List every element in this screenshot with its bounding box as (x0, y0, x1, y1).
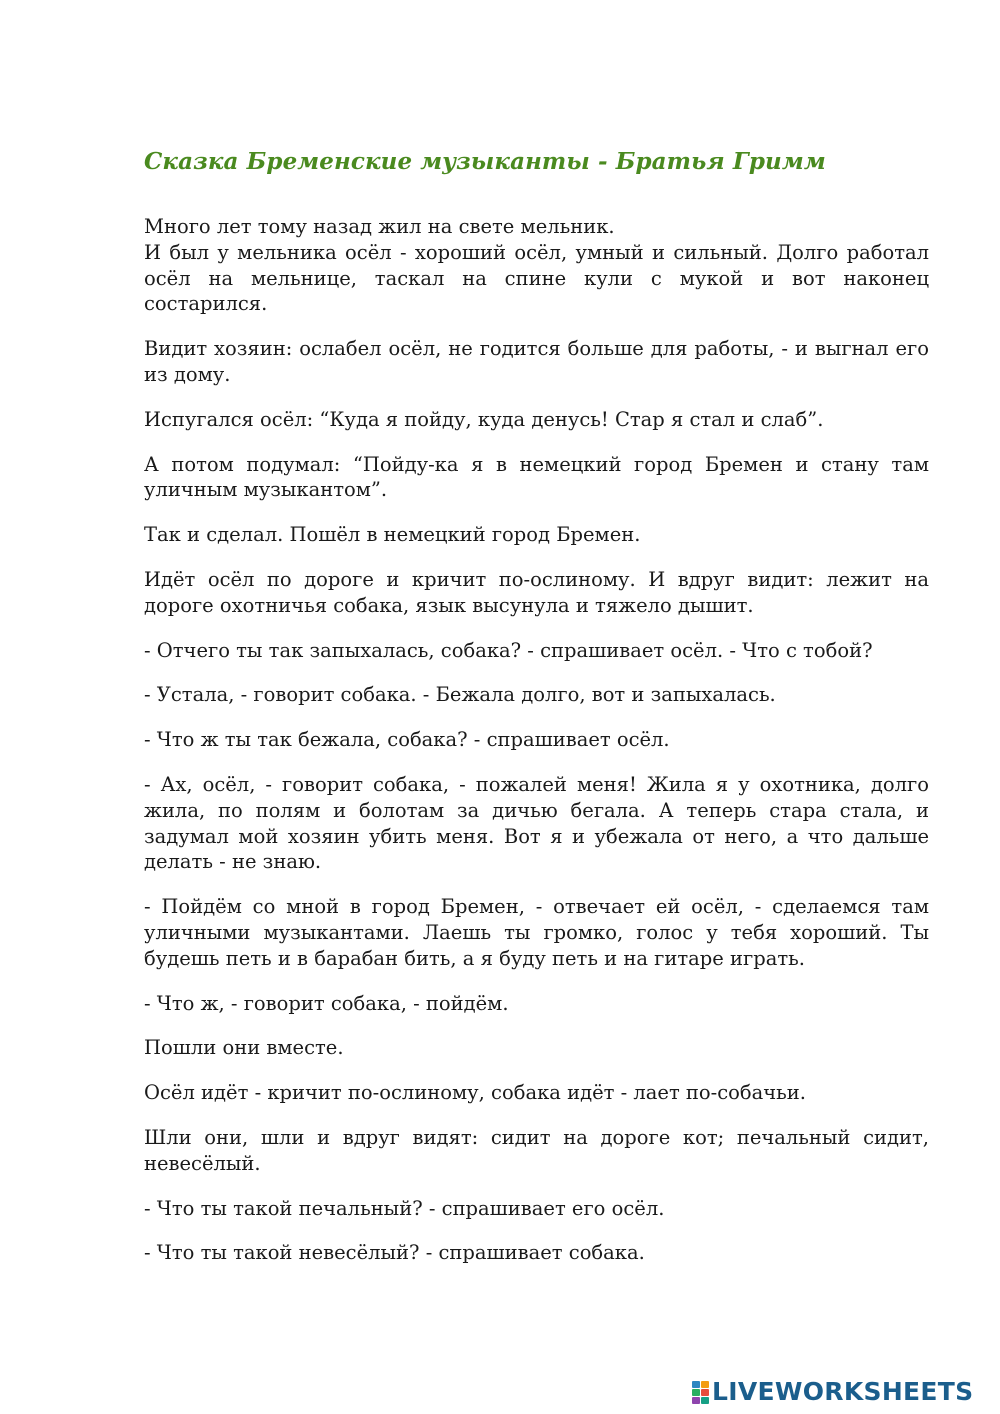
story-paragraph: Испугался осёл: “Куда я пойду, куда денусь! Стар я стал и слаб”. (144, 407, 824, 431)
logo-square (701, 1397, 709, 1404)
liveworksheets-brand[interactable] (692, 1377, 973, 1407)
story-paragraph: Так и сделал. Пошёл в немецкий город Бремен. (144, 523, 641, 547)
logo-square (692, 1381, 700, 1388)
story-paragraph: Много лет тому назад жил на свете мельник. (144, 215, 615, 238)
story-paragraph: И был у мельника осёл - хороший осёл, умный и сильный. Долго работал осёл на мельнице, таскал на спине кули с мукой и вот наконец состарился. (144, 240, 929, 316)
story-paragraph: - Пойдём со мной в город Бремен, - отвечает ей осёл, - сделаемся там уличными музыкантами. Лаешь ты громко, голос у тебя хороший. Ты будешь петь и в барабан бить, а я буду петь и на гитаре играть. (144, 895, 929, 970)
story-body (144, 214, 929, 1266)
story-paragraph: Пошли они вместе. (144, 1036, 344, 1060)
story-paragraph: - Что ты такой печальный? - спрашивает его осёл. (144, 1196, 665, 1220)
story-paragraph: - Ах, осёл, - говорит собака, - пожалей меня! Жила я у охотника, долго жила, по полям и болотам за дичью бегала. А теперь стара стала, и задумал мой хозяин убить меня. Вот я и убежала от него, а что дальше делать - не знаю. (144, 772, 929, 874)
logo-square (701, 1389, 709, 1396)
story-paragraph: - Что ж, - говорит собака, - пойдём. (144, 991, 509, 1015)
brand-wordmark: LIVEWORKSHEETS (712, 1377, 974, 1406)
story-paragraph: - Что ж ты так бежала, собака? - спрашивает осёл. (144, 728, 670, 752)
story-paragraph: Осёл идёт - кричит по-ослиному, собака идёт - лает по-собачьи. (144, 1081, 806, 1105)
worksheet-page (144, 146, 929, 1285)
story-paragraph: - Что ты такой невесёлый? - спрашивает собака. (144, 1241, 645, 1265)
story-paragraph: Идёт осёл по дороге и кричит по-ослиному. И вдруг видит: лежит на дороге охотничья собака, язык высунула и тяжело дышит. (144, 567, 929, 617)
logo-square (692, 1389, 700, 1396)
story-paragraph: Видит хозяин: ослабел осёл, не годится больше для работы, - и выгнал его из дому. (144, 337, 929, 386)
liveworksheets-logo-icon (692, 1381, 709, 1404)
story-paragraph: А потом подумал: “Пойду-ка я в немецкий город Бремен и стану там уличным музыкантом”. (144, 452, 929, 502)
story-paragraph: - Устала, - говорит собака. - Бежала долго, вот и запыхалась. (144, 683, 776, 707)
logo-square (692, 1397, 700, 1404)
story-title: Сказка Бременские музыканты - Братья Гримм (144, 148, 826, 175)
story-paragraph: - Отчего ты так запыхалась, собака? - спрашивает осёл. - Что с тобой? (144, 638, 873, 662)
story-paragraph: Шли они, шли и вдруг видят: сидит на дороге кот; печальный сидит, невесёлый. (144, 1125, 929, 1175)
logo-square (701, 1381, 709, 1388)
